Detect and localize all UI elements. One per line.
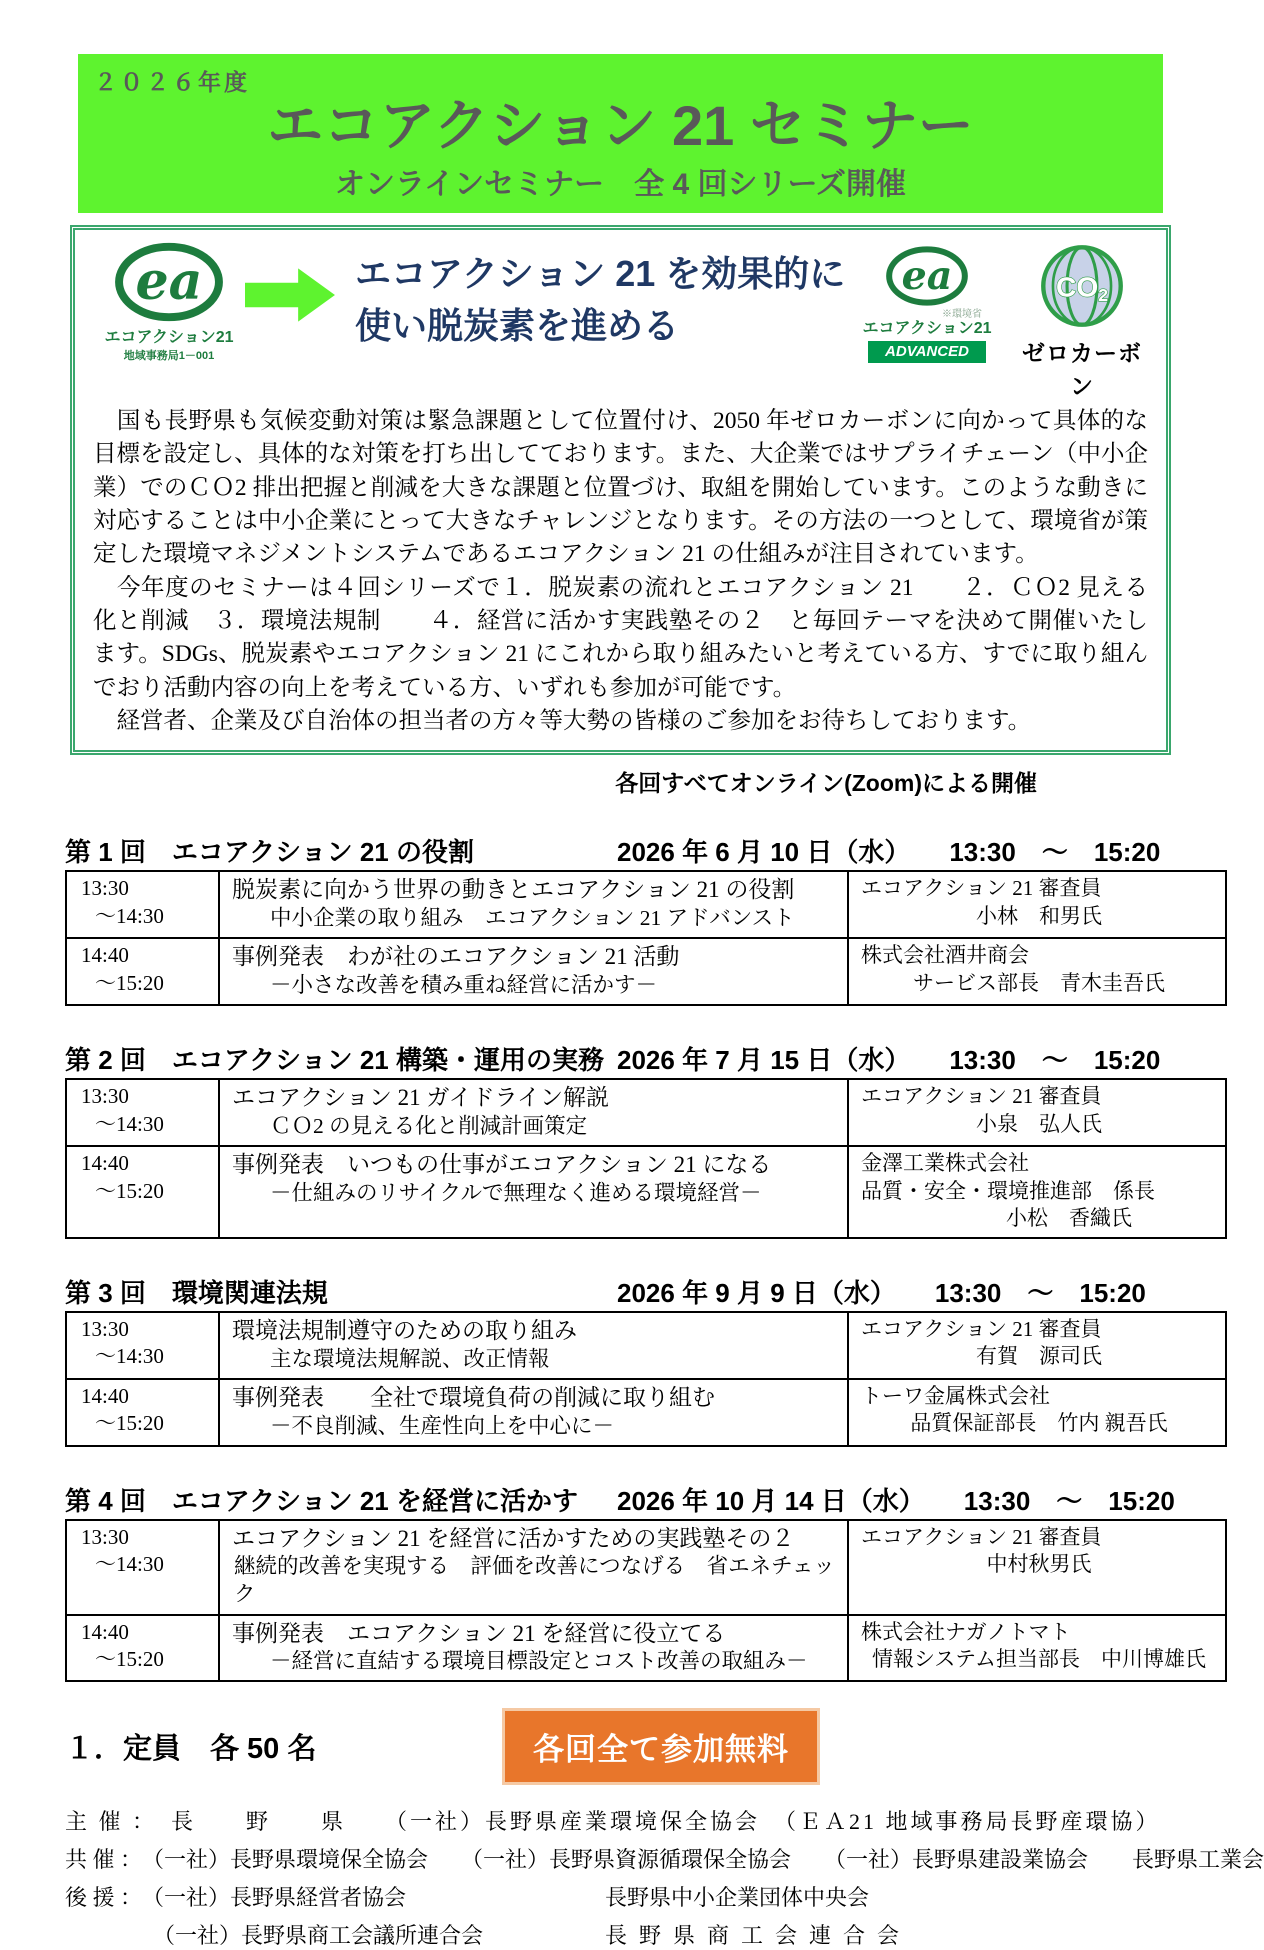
speaker-name: 情報システム担当部長 中川博雄氏 [872, 1646, 1206, 1671]
speaker-name: 小泉 弘人氏 [976, 1111, 1102, 1136]
support-line-2 [65, 1921, 1176, 1950]
session-2 [65, 1040, 1165, 1239]
intro-headline [355, 248, 856, 352]
time-start: 14:40 [81, 1384, 129, 1409]
footer-row [65, 1708, 1176, 1785]
host-line: 主 催 ： 長 野 県 （一社）長野県産業環境保全協会 （ＥＡ21 地域事務局長野産環協） [65, 1809, 1161, 1835]
speaker-cell [848, 938, 1226, 1005]
speaker-cell [848, 1379, 1226, 1446]
speaker-org: 株式会社酒井商会 [861, 943, 1029, 968]
topic-title: 事例発表 全社で環境負荷の削減に取り組む [232, 1385, 715, 1411]
speaker-org: エコアクション 21 審査員 [861, 1084, 1102, 1109]
topic-cell [219, 1079, 848, 1146]
topic-title: 事例発表 わが社のエコアクション 21 活動 [232, 944, 680, 970]
speaker-org: 株式会社ナガノトマト [861, 1619, 1071, 1644]
logos-row [93, 240, 1148, 401]
speaker-name: サービス部長 青木圭吾氏 [913, 970, 1165, 995]
time-start: 13:30 [81, 1525, 129, 1550]
svg-text:ea: ea [901, 252, 953, 299]
speaker-cell [848, 871, 1226, 938]
session-1-table [65, 870, 1227, 1006]
time-end: ～14:30 [95, 903, 164, 928]
support-label: 後 援 ： [65, 1884, 132, 1910]
svg-text:CO2: CO2 [1055, 271, 1109, 305]
topic-cell [219, 871, 848, 938]
support-org: （一社）長野県商工会議所連合会 [153, 1922, 484, 1948]
session-datetime: 2026 年 10 月 14 日（水） 13:30 ～ 15:20 [617, 1486, 1175, 1517]
session-datetime: 2026 年 6 月 10 日（水） 13:30 ～ 15:20 [617, 837, 1161, 868]
speaker-name: 小林 和男氏 [976, 903, 1102, 928]
ea21-logo-right-caption: エコアクション21 [862, 319, 992, 337]
time-cell [66, 1379, 219, 1446]
speaker-name: 中村秋男氏 [986, 1552, 1092, 1577]
ea21-logo-left [93, 240, 245, 363]
support-org: 長野県商工会連合会 [605, 1922, 912, 1948]
session-datetime: 2026 年 7 月 15 日（水） 13:30 ～ 15:20 [617, 1045, 1161, 1076]
topic-cell [219, 938, 848, 1005]
session-title: 第 1 回 エコアクション 21 の役割 [65, 837, 474, 868]
session-3-table [65, 1311, 1227, 1447]
time-cell [66, 1146, 219, 1238]
page-title: エコアクション 21 セミナー [267, 94, 974, 157]
ea21-logo-left-caption: エコアクション21 [104, 328, 234, 346]
topic-cell [219, 1379, 848, 1446]
session-4 [65, 1481, 1206, 1682]
arrow-right-icon [245, 266, 337, 329]
topic-subtitle: 継続的改善を実現する 評価を改善につなげる 省エネチェック [234, 1554, 835, 1606]
topic-title: 環境法規制遵守のための取り組み [232, 1318, 577, 1344]
time-start: 14:40 [81, 1619, 129, 1644]
cohost-line: 共 催 ： （一社）長野県環境保全協会 （一社）長野県資源循環保全協会 （一社）長野県建設業協会 長野県工業会 [65, 1847, 1264, 1873]
speaker-cell [848, 1079, 1226, 1146]
topic-title: エコアクション 21 ガイドライン解説 [232, 1085, 609, 1111]
session-title: 第 3 回 環境関連法規 [65, 1278, 328, 1309]
session-2-header [65, 1040, 1165, 1074]
topic-cell [219, 1312, 848, 1379]
time-cell [66, 1615, 219, 1682]
page-subtitle: オンラインセミナー 全 4 回シリーズ開催 [335, 167, 906, 201]
session-1-header [65, 832, 1165, 866]
speaker-dept: 品質・安全・環境推進部 係長 [861, 1178, 1155, 1203]
topic-cell [219, 1146, 848, 1238]
svg-text:ea: ea [135, 250, 203, 312]
session-title: 第 2 回 エコアクション 21 構築・運用の実務 [65, 1045, 604, 1076]
session-title: 第 4 回 エコアクション 21 を経営に活かす [65, 1486, 578, 1517]
zerocarbon-label: ゼロカーボン [1022, 339, 1142, 399]
table-row [66, 938, 1226, 1005]
ea21-logo-left-subcaption: 地域事務局1－001 [123, 350, 215, 363]
intro-box [70, 225, 1171, 756]
speaker-cell [848, 1520, 1226, 1614]
intro-headline-line2: 使い脱炭素を進める [355, 304, 680, 346]
speaker-name: 有賀 源司氏 [976, 1344, 1102, 1369]
topic-subtitle: －経営に直結する環境目標設定とコスト改善の取組み－ [270, 1648, 808, 1673]
speaker-name: 小松 香織氏 [1006, 1205, 1132, 1230]
support-org: （一社）長野県経営者協会 [153, 1884, 407, 1910]
session-4-header [65, 1481, 1175, 1517]
session-3 [65, 1273, 1168, 1447]
ea21-mark-icon [884, 244, 970, 308]
speaker-org: エコアクション 21 審査員 [861, 1317, 1102, 1342]
co2-globe-icon [1038, 242, 1126, 330]
ea21-mark-icon [112, 240, 226, 324]
time-start: 14:40 [81, 1151, 129, 1176]
time-end: ～15:20 [95, 1178, 164, 1203]
topic-title: 事例発表 いつもの仕事がエコアクション 21 になる [232, 1152, 772, 1178]
intro-paragraph-1: 国も長野県も気候変動対策は緊急課題として位置付け、2050 年ゼロカーボンに向かって具体的な目標を設定し、具体的な対策を打ち出してております。また、大企業ではサプライチェーン（中小企業）でのＣＯ2 排出把握と削減を大きな課題と位置づけ、取組を開始しています。このような動きに対応することは中小企業にとって大きなチャレンジとなります。その方法の一つとして、環境省が策定した環境マネジメントシステムであるエコアクション 21 の仕組みが注目されています。 [93, 407, 1148, 568]
ea21-logo-right [856, 244, 998, 363]
time-end: ～14:30 [95, 1344, 164, 1369]
intro-paragraph-3: 経営者、企業及び自治体の担当者の方々等大勢の皆様のご参加をお待ちしております。 [93, 708, 1032, 735]
time-start: 14:40 [81, 943, 129, 968]
topic-subtitle: －不良削減、生産性向上を中心に－ [270, 1413, 615, 1438]
topic-title: 事例発表 エコアクション 21 を経営に役立てる [232, 1620, 726, 1646]
time-cell [66, 1079, 219, 1146]
time-end: ～15:20 [95, 1646, 164, 1671]
time-start: 13:30 [81, 1317, 129, 1342]
time-end: ～14:30 [95, 1552, 164, 1577]
topic-subtitle: －仕組みのリサイクルで無理なく進める環境経営－ [270, 1180, 762, 1205]
time-cell [66, 938, 219, 1005]
support-org: 長野県中小企業団体中央会 [605, 1884, 870, 1910]
time-end: ～15:20 [95, 1411, 164, 1436]
table-row [66, 1615, 1226, 1682]
zoom-note: 各回すべてオンライン(Zoom)による開催 [615, 770, 1037, 797]
topic-subtitle: 中小企業の取り組み エコアクション 21 アドバンスト [270, 905, 795, 930]
speaker-org: エコアクション 21 審査員 [861, 876, 1102, 901]
time-end: ～14:30 [95, 1111, 164, 1136]
advanced-badge: ADVANCED [868, 341, 986, 363]
intro-paragraph-2: 今年度のセミナーは４回シリーズで１．脱炭素の流れとエコアクション 21 ２．ＣＯ2 見える化と削減 ３．環境法規制 ４．経営に活かす実践塾その２ と毎回テーマを決めて開催いたします。SDGs、脱炭素やエコアクション 21 にこれから取り組みたいと考えている方、すでに取り組んでおり活動内容の向上を考えている方、いずれも参加が可能です。 [93, 574, 1148, 701]
time-cell [66, 1520, 219, 1614]
capacity-note: １．定員 各 50 名 [65, 1733, 317, 1766]
time-end: ～15:20 [95, 970, 164, 995]
speaker-org: 金澤工業株式会社 [861, 1151, 1029, 1176]
session-3-header [65, 1273, 1165, 1307]
table-row [66, 1520, 1226, 1614]
session-1 [65, 832, 1165, 1006]
session-4-table [65, 1519, 1227, 1682]
topic-cell [219, 1615, 848, 1682]
speaker-cell [848, 1312, 1226, 1379]
env-ministry-note: ※環境省 [942, 308, 982, 320]
intro-headline-line1: エコアクション 21 を効果的に [355, 252, 846, 294]
table-row [66, 1379, 1226, 1446]
speaker-cell [848, 1615, 1226, 1682]
topic-subtitle: －小さな改善を積み重ね経営に活かす－ [270, 972, 658, 997]
speaker-org: エコアクション 21 審査員 [861, 1525, 1102, 1550]
support-line-1 [65, 1883, 1176, 1913]
seminar-flyer [0, 54, 1264, 1948]
topic-subtitle: 主な環境法規解説、改正情報 [270, 1346, 550, 1371]
session-datetime: 2026 年 9 月 9 日（水） 13:30 ～ 15:20 [617, 1278, 1146, 1309]
organizers [65, 1807, 1264, 1950]
speaker-org: トーワ金属株式会社 [861, 1384, 1050, 1409]
topic-title: エコアクション 21 を経営に活かすための実践塾その２ [232, 1526, 795, 1552]
speaker-name: 品質保証部長 竹内 親吾氏 [910, 1411, 1168, 1436]
topic-title: 脱炭素に向かう世界の動きとエコアクション 21 の役割 [232, 877, 795, 903]
time-cell [66, 871, 219, 938]
zerocarbon-logo [1016, 242, 1148, 401]
free-participation-badge: 各回全て参加無料 [502, 1708, 820, 1785]
time-cell [66, 1312, 219, 1379]
topic-subtitle: ＣＯ2 の見える化と削減計画策定 [270, 1113, 588, 1138]
table-row [66, 871, 1226, 938]
table-row [66, 1146, 1226, 1238]
intro-text [93, 405, 1148, 739]
table-row [66, 1079, 1226, 1146]
fiscal-year: ２０２６年度 [94, 69, 250, 95]
time-start: 13:30 [81, 876, 129, 901]
header-banner [78, 54, 1163, 213]
session-2-table [65, 1078, 1227, 1239]
speaker-cell [848, 1146, 1226, 1238]
topic-cell [219, 1520, 848, 1614]
time-start: 13:30 [81, 1084, 129, 1109]
table-row [66, 1312, 1226, 1379]
